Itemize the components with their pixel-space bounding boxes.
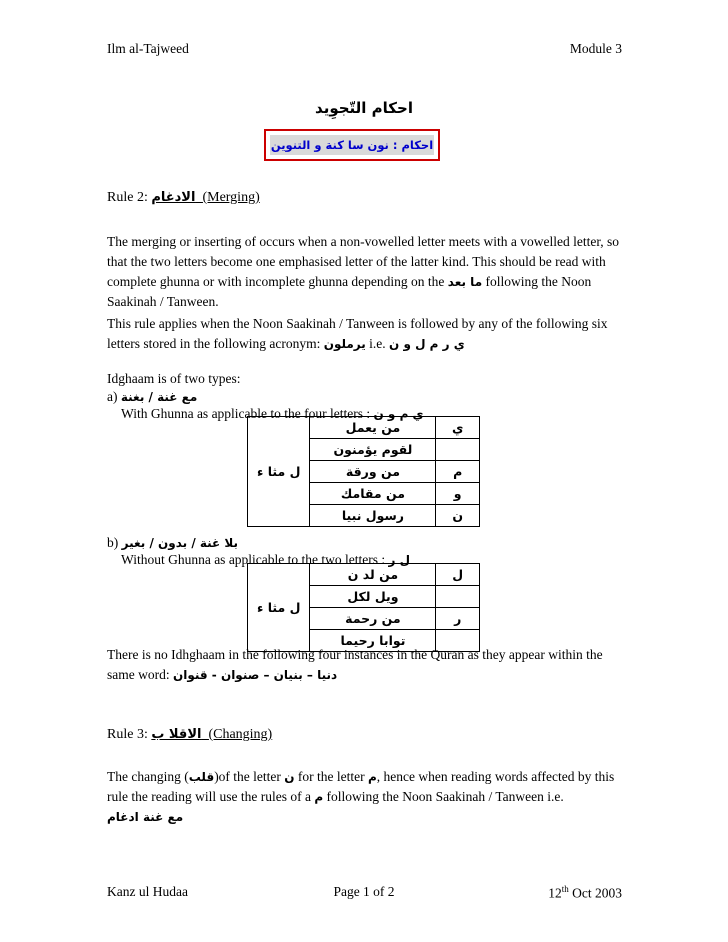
exception-arabic: دنيا – بنيان – صنوان - قنوان [172,668,338,682]
letter-cell: ن [436,505,480,527]
types-intro: Idghaam is of two types: [107,371,241,386]
type-a-heading: a) مع غنة / بغنة [107,389,198,404]
letter-cell [436,439,480,461]
letter-cell: م [436,461,480,483]
type-b-heading: b) بلا غنة / بدون / بغير [107,535,239,550]
rule3-english: (Changing) [208,727,273,742]
example-cell: توابا رحيما [310,630,436,652]
rule3-paragraph: The changing (قلب)of the letter ن for the letter م, hence when reading words affected by this rule the reading will use the rules of a م following the Noon Saakinah / Tanween i.e. مع غنة ادغام [107,769,615,824]
type-b-description: Without Ghunna as applicable to the two letters : ل ر [121,552,411,567]
rule2-paragraph-2: This rule applies when the Noon Saakinah / Tanween is followed by any of the following six letters stored in the following acronym: يرملون i.e. ي ر م ل و ن [107,316,608,351]
example-cell: من رحمة [310,608,436,630]
example-cell: من مقامك [310,483,436,505]
header-left: Ilm al-Tajweed [107,41,189,56]
type-a-description: With Ghunna as applicable to the four letters : ي م و ن [121,406,424,421]
header-right: Module 3 [569,41,622,56]
rule2-english: (Merging) [202,190,260,205]
example-cell: من يعمل [310,417,436,439]
footer-left: Kanz ul Hudaa [107,884,188,899]
example-cell: رسول نبيا [310,505,436,527]
ma-baad-arabic: ما بعد [447,275,483,289]
rule2-paragraph-1: The merging or inserting of occurs when a non-vowelled letter meets with a vowelled letter, so that the two letters become one emphasised letter of the latter kind. This should be read with complete ghunna or with incomplete ghunna depending on the ما بعد following the Noon Saakinah / Tanween. [107,234,620,309]
rule3-prefix: Rule 3: [107,727,148,742]
example-label-cell: ل مثا ء [248,564,310,652]
footer-date: 12th Oct 2003 [548,884,622,901]
page-title: احكام التّجوِيد [315,99,413,117]
letter-cell: ل [436,564,480,586]
letter-cell: و [436,483,480,505]
subtitle: احكام : نون سا كنة و التنوين [270,135,434,155]
letter-cell: ر [436,608,480,630]
footer-page-number: Page 1 of 2 [333,884,395,899]
rule2-prefix: Rule 2: [107,190,148,205]
letter-cell: ي [436,417,480,439]
rule3-arabic: الاقلا ب [151,727,202,742]
table-without-ghunna [247,563,480,652]
example-cell: من ورقة [310,461,436,483]
exception-paragraph: There is no Idhghaam in the following four instances in the Quran as they appear within the same word: دنيا – بنيان – صنوان - قنوان [107,647,603,682]
rule2-heading [107,190,260,206]
example-cell: لقوم يؤمنون [310,439,436,461]
rule2-arabic: الادغام [151,190,196,205]
six-letters-arabic: ي ر م ل و ن [389,337,465,351]
rule3-heading [107,727,272,743]
subtitle-box [264,129,440,161]
rule3-end-arabic: مع غنة ادغام [107,810,184,824]
table-with-ghunna [247,416,480,527]
example-cell: ويل لكل [310,586,436,608]
letter-cell [436,586,480,608]
example-cell: من لد ن [310,564,436,586]
example-label-cell: ل مثا ء [248,417,310,527]
acronym-arabic: يرملون [323,337,366,351]
